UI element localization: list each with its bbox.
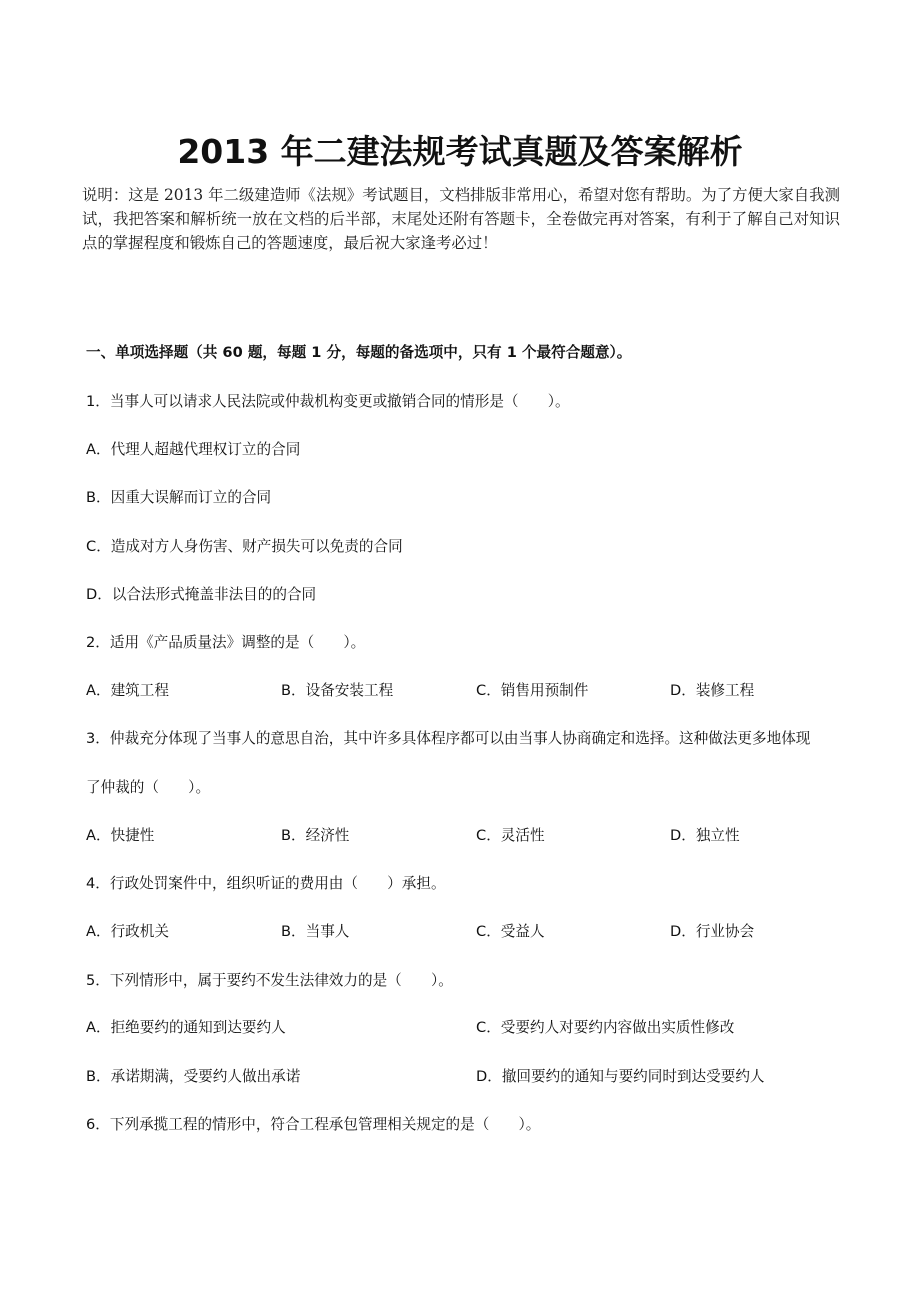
document-title: 2013 年二建法规考试真题及答案解析 xyxy=(177,132,743,171)
question-2-option-d: D．装修工程 xyxy=(670,682,755,699)
question-1-option-c: C．造成对方人身伤害、财产损失可以免责的合同 xyxy=(86,538,403,555)
question-4-stem: 4．行政处罚案件中，组织听证的费用由（ ）承担。 xyxy=(86,875,446,892)
question-4-option-b: B．当事人 xyxy=(281,923,350,940)
question-3-stem: 3．仲裁充分体现了当事人的意思自治，其中许多具体程序都可以由当事人协商确定和选择。这种做法更多地体现 xyxy=(86,730,811,747)
question-5-option-a: A．拒绝要约的通知到达要约人 xyxy=(86,1019,286,1036)
question-4-option-c: C．受益人 xyxy=(476,923,545,940)
question-5-stem: 5．下列情形中，属于要约不发生法律效力的是（ ）。 xyxy=(86,972,453,989)
question-5-option-b: B．承诺期满，受要约人做出承诺 xyxy=(86,1068,301,1085)
question-1-option-a: A．代理人超越代理权订立的合同 xyxy=(86,441,301,458)
question-2-option-b: B．设备安装工程 xyxy=(281,682,394,699)
question-3-stem-continued: 了仲裁的（ ）。 xyxy=(86,779,211,796)
section-heading: 一、单项选择题（共 60 题，每题 1 分，每题的备选项中，只有 1 个最符合题意）。 xyxy=(86,344,632,361)
question-4-option-a: A．行政机关 xyxy=(86,923,169,940)
question-1-stem: 1．当事人可以请求人民法院或仲裁机构变更或撤销合同的情形是（ ）。 xyxy=(86,393,570,410)
question-4-option-d: D．行业协会 xyxy=(670,923,755,940)
question-2-option-a: A．建筑工程 xyxy=(86,682,169,699)
question-5-option-c: C．受要约人对要约内容做出实质性修改 xyxy=(476,1019,735,1036)
question-2-stem: 2．适用《产品质量法》调整的是（ ）。 xyxy=(86,634,366,651)
question-3-option-d: D．独立性 xyxy=(670,827,740,844)
intro-paragraph: 说明：这是 2013 年二级建造师《法规》考试题目，文档排版非常用心，希望对您有帮助。为了方便大家自我测试，我把答案和解析统一放在文档的后半部，末尾处还附有答题卡，全卷做完再对答案，有利于了解自己对知识点的掌握程度和锻炼自己的答题速度，最后祝大家逢考必过！ xyxy=(82,186,840,252)
question-3-option-a: A．快捷性 xyxy=(86,827,155,844)
question-1-option-b: B．因重大误解而订立的合同 xyxy=(86,489,272,506)
question-6-stem: 6．下列承揽工程的情形中，符合工程承包管理相关规定的是（ ）。 xyxy=(86,1116,541,1133)
question-1-option-d: D．以合法形式掩盖非法目的的合同 xyxy=(86,586,317,603)
question-5-option-d: D．撤回要约的通知与要约同时到达受要约人 xyxy=(476,1068,765,1085)
question-3-option-c: C．灵活性 xyxy=(476,827,545,844)
question-3-option-b: B．经济性 xyxy=(281,827,350,844)
question-2-option-c: C．销售用预制件 xyxy=(476,682,589,699)
